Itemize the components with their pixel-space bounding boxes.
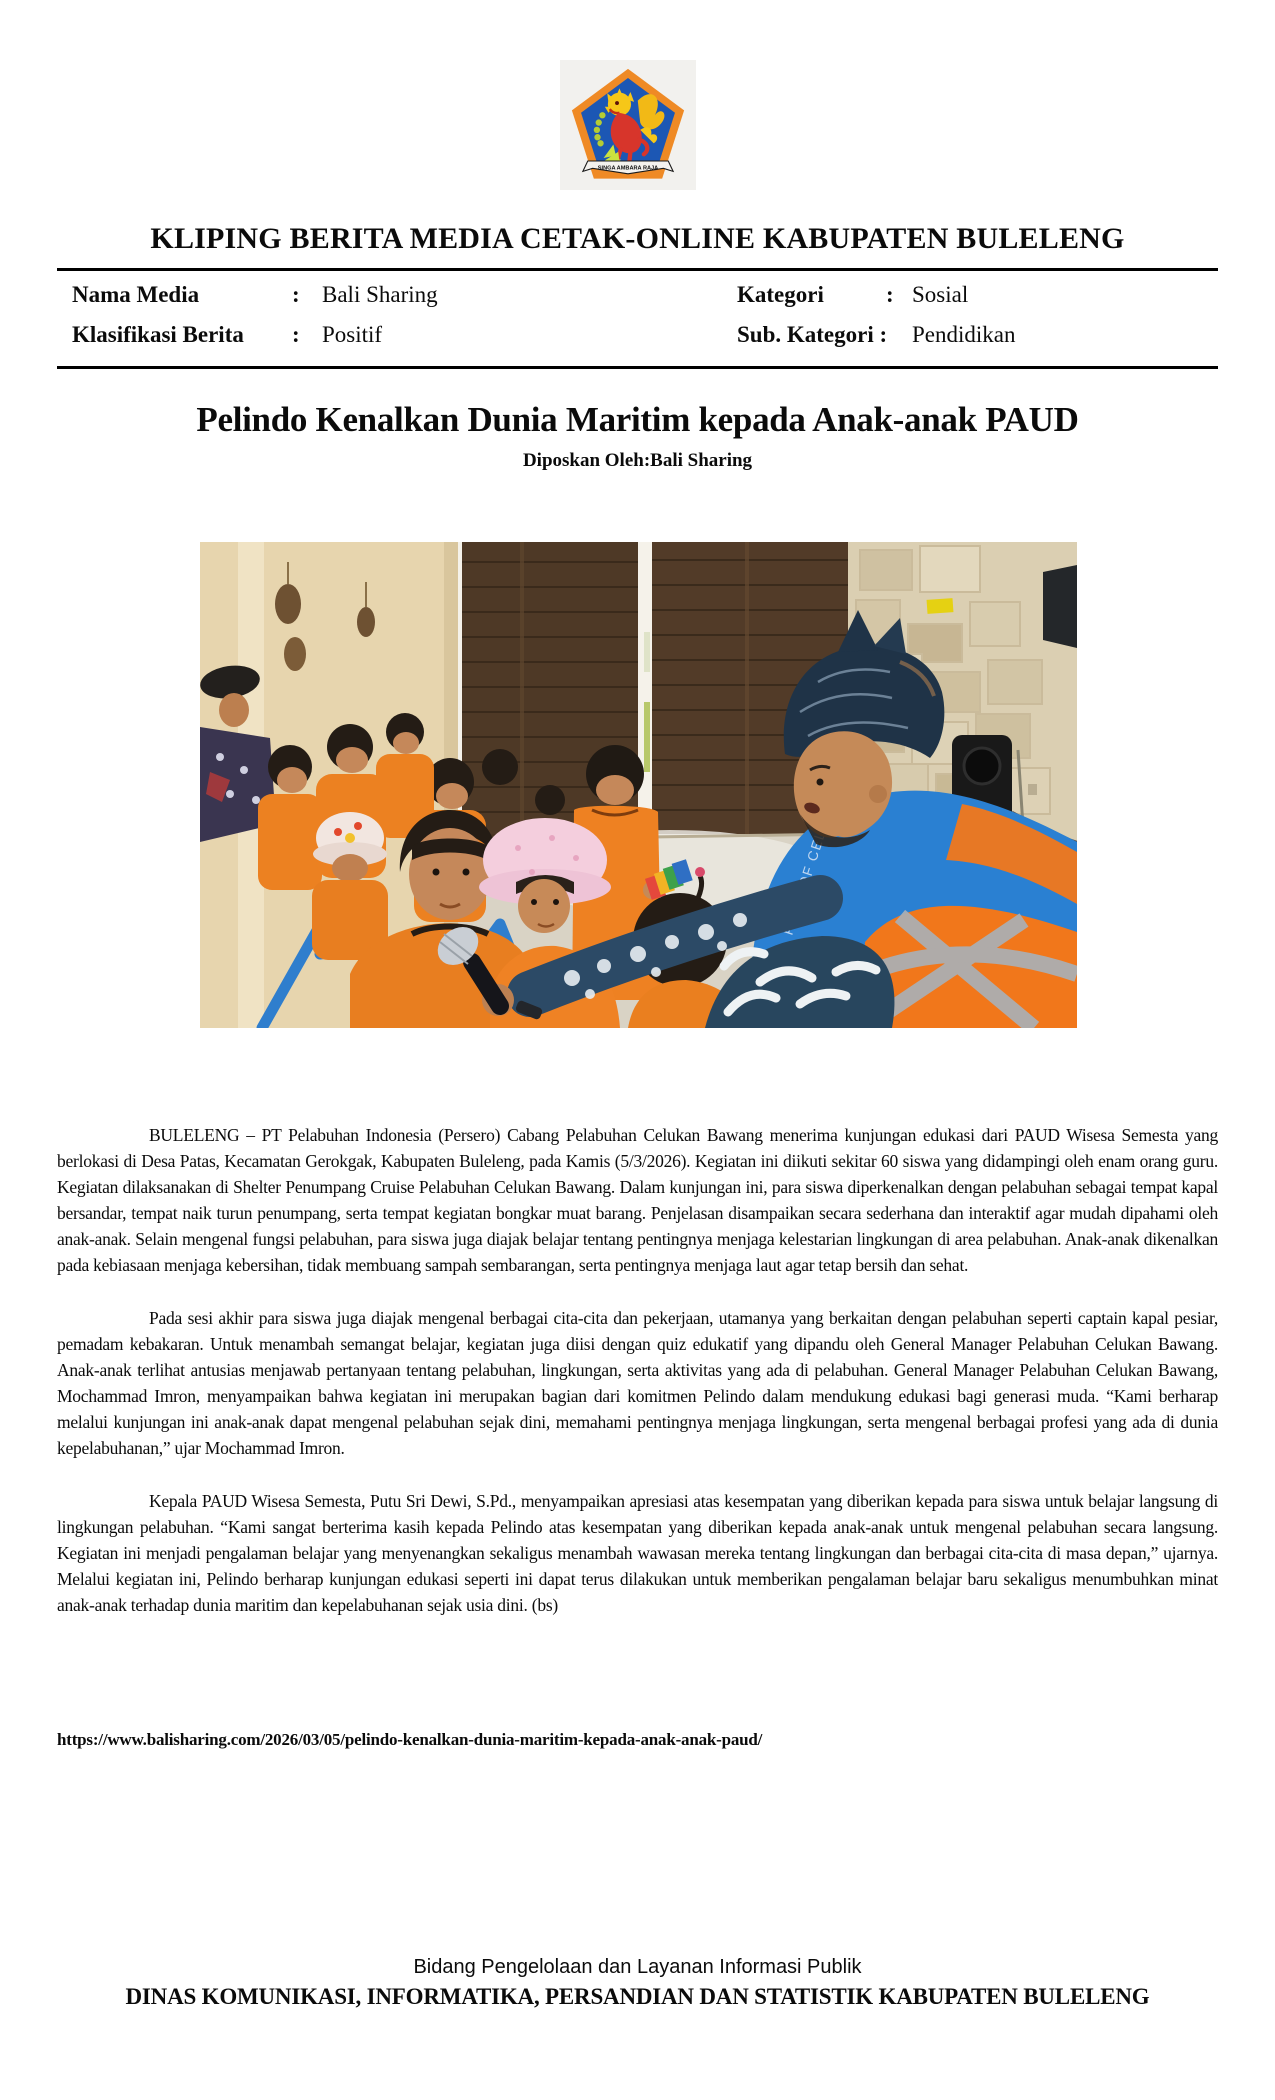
meta-colon: : [292, 282, 300, 307]
meta-colon: : [292, 322, 300, 347]
article-byline: Diposkan Oleh:Bali Sharing [522, 450, 753, 471]
article-paragraph-3: Kepala PAUD Wisesa Semesta, Putu Sri Dewi, S.Pd., menyampaikan apresiasi atas kesempatan yang diberikan kepada para siswa untuk belajar langsung di lingkungan pelabuhan. “Kami sangat berterima kasih kepada Pelindo atas kesempatan yang diberikan kepada anak-anak untuk mengenal pelabuhan secara langsung. Kegiatan ini menjadi pengalaman belajar yang menyenangkan sekaligus menambah wawasan mereka tentang lingkungan dan berbagai cita-cita di masa depan,” ujarnya. Melalui kegiatan ini, Pelindo berharap kunjungan edukasi seperti ini dapat terus dilakukan untuk memberikan pengalaman belajar baru sekaligus menumbuhkan minat anak-anak terhadap dunia maritim dan kepelabuhanan sejak usia dini. (bs) [57, 1491, 1218, 1615]
buleleng-regency-logo [560, 60, 696, 190]
meta-colon: : [886, 282, 894, 307]
kliping-header-title: KLIPING BERITA MEDIA CETAK-ONLINE KABUPATEN BULELENG [150, 222, 1125, 255]
singa-ambara-raja-emblem [567, 65, 689, 185]
header-divider-top [57, 268, 1218, 271]
meta-label-nama-media: Nama Media [72, 282, 200, 307]
meta-value-nama-media: Bali Sharing [322, 282, 438, 307]
meta-label-klasifikasi: Klasifikasi Berita [72, 322, 244, 347]
meta-value-klasifikasi: Positif [322, 322, 383, 347]
photo-tv-screen [1043, 565, 1077, 648]
article-source-url: https://www.balisharing.com/2026/03/05/pelindo-kenalkan-dunia-maritim-kepada-anak-anak-paud/ [57, 1730, 763, 1749]
footer-dinas-line: DINAS KOMUNIKASI, INFORMATIKA, PERSANDIAN DAN STATISTIK KABUPATEN BULELENG [125, 1984, 1150, 2009]
article-photo [200, 542, 1077, 1028]
logo-banner-text: SINGA AMBARA RAJA [597, 165, 659, 172]
footer-bidang-line: Bidang Pengelolaan dan Layanan Informasi Publik [413, 1956, 862, 1978]
article-body [57, 1122, 1218, 1645]
meta-label-kategori: Kategori [737, 282, 824, 307]
article-paragraph-2: Pada sesi akhir para siswa juga diajak mengenal berbagai cita-cita dan pekerjaan, utamanya yang berkaitan dengan pelabuhan seperti captain kapal pesiar, pemadam kebakaran. Untuk menambah semangat belajar, kegiatan juga diisi dengan quiz edukatif yang dipandu oleh General Manager Pelabuhan Celukan Bawang. Anak-anak terlihat antusias menjawab pertanyaan tentang pelabuhan, lingkungan, serta aktivitas yang ada di pelabuhan. General Manager Pelabuhan Celukan Bawang, Mochammad Imron, menyampaikan bahwa kegiatan ini merupakan bagian dari komitmen Pelindo dalam mendukung edukasi bagi generasi muda. “Kami berharap melalui kunjungan ini anak-anak dapat mengenal pelabuhan sejak dini, memahami pentingnya menjaga lingkungan, serta mengenal berbagai profesi yang ada di dunia kepelabuhanan,” ujar Mochammad Imron. [57, 1308, 1218, 1458]
vest-back-text: PORT OF [779, 863, 818, 937]
article-paragraph-1: BULELENG – PT Pelabuhan Indonesia (Persero) Cabang Pelabuhan Celukan Bawang menerima kunjungan edukasi dari PAUD Wisesa Semesta yang berlokasi di Desa Patas, Kecamatan Gerokgak, Kabupaten Buleleng, pada Kamis (5/3/2026). Kegiatan ini diikuti sekitar 60 siswa yang didampingi oleh enam orang guru. Kegiatan dilaksanakan di Shelter Penumpang Cruise Pelabuhan Celukan Bawang. Dalam kunjungan ini, para siswa diperkenalkan dengan pelabuhan sebagai tempat kapal bersandar, tempat naik turun penumpang, serta tempat kegiatan bongkar muat barang. Penjelasan disampaikan secara sederhana dan interaktif agar mudah dipahami oleh anak-anak. Selain mengenal fungsi pelabuhan, para siswa juga diajak belajar tentang pentingnya menjaga kelestarian lingkungan di area pelabuhan. Anak-anak dikenalkan pada kebiasaan menjaga kebersihan, tidak membuang sampah sembarangan, serta pentingnya menjaga laut agar tetap bersih dan sehat. [57, 1125, 1218, 1275]
article-title: Pelindo Kenalkan Dunia Maritim kepada Anak-anak PAUD [196, 400, 1079, 439]
meta-label-sub-kategori: Sub. Kategori : [737, 322, 888, 347]
meta-value-kategori: Sosial [912, 282, 969, 307]
header-divider-bottom [57, 366, 1218, 369]
meta-value-sub-kategori: Pendidikan [912, 322, 1016, 347]
